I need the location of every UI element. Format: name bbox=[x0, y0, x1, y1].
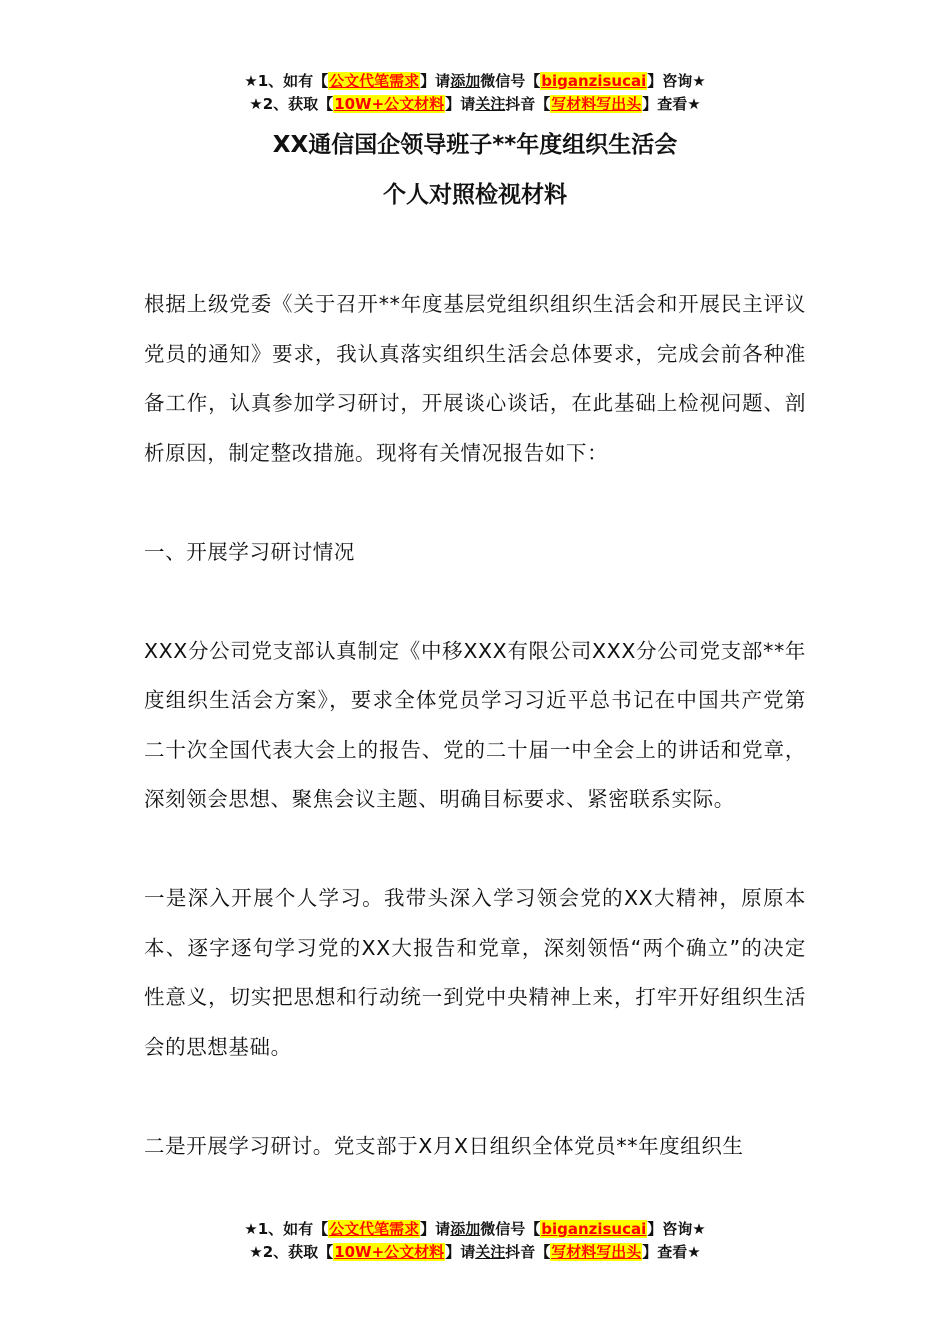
highlight-service: 公文代笔需求 bbox=[329, 72, 420, 90]
paragraph: 一是深入开展个人学习。我带头深入学习领会党的XX大精神，原原本本、逐字逐句学习党的XX大报告和党章，深刻领悟“两个确立”的决定性意义，切实把思想和行动统一到党中央精神上来，打牢开好组织生活会的思想基础。 bbox=[144, 886, 806, 1059]
highlight-douyin-account: 写材料写出头 bbox=[551, 1243, 642, 1261]
paragraph: 二是开展学习研讨。党支部于X月X日组织全体党员**年度组织生 bbox=[144, 1133, 744, 1158]
banner-text: ★1、如有【 bbox=[244, 72, 329, 90]
banner-text: 抖音【 bbox=[505, 95, 551, 113]
banner-text: 】请 bbox=[420, 72, 451, 90]
highlight-wechat-id: biganzisucai bbox=[541, 72, 647, 90]
banner-emphasis: 添加 bbox=[450, 1220, 481, 1238]
highlight-materials: 10W+公文材料 bbox=[334, 1243, 445, 1261]
banner-text: 微信号【 bbox=[480, 72, 541, 90]
document-title: XX通信国企领导班子**年度组织生活会 bbox=[272, 132, 678, 158]
banner-text: 】请 bbox=[445, 1243, 476, 1261]
paragraph-intro: 根据上级党委《关于召开**年度基层党组织组织生活会和开展民主评议党员的通知》要求，我认真落实组织生活会总体要求，完成会前各种准备工作，认真参加学习研讨，开展谈心谈话，在此基础上检视问题、剖析原因，制定整改措施。现将有关情况报告如下： bbox=[144, 292, 806, 465]
banner-text: 】查看★ bbox=[642, 95, 701, 113]
banner-emphasis: 关注 bbox=[475, 1243, 506, 1261]
banner-text: ★1、如有【 bbox=[244, 1220, 329, 1238]
banner-line-2 bbox=[0, 93, 950, 116]
paragraph: XXX分公司党支部认真制定《中移XXX有限公司XXX分公司党支部**年度组织生活会方案》，要求全体党员学习习近平总书记在中国共产党第二十次全国代表大会上的报告、党的二十届一中全会上的讲话和党章，深刻领会思想、聚焦会议主题、明确目标要求、紧密联系实际。 bbox=[144, 638, 806, 811]
banner-text: 】咨询★ bbox=[647, 1220, 706, 1238]
highlight-materials: 10W+公文材料 bbox=[334, 95, 445, 113]
banner-text: 】请 bbox=[420, 1220, 451, 1238]
document-subtitle: 个人对照检视材料 bbox=[383, 182, 567, 208]
banner-text: 】请 bbox=[445, 95, 476, 113]
banner-line-2 bbox=[0, 1241, 950, 1264]
banner-text: 抖音【 bbox=[505, 1243, 551, 1261]
banner-text: 】查看★ bbox=[642, 1243, 701, 1261]
banner-emphasis: 关注 bbox=[475, 95, 506, 113]
banner-text: ★2、获取【 bbox=[249, 1243, 334, 1261]
header-banner bbox=[0, 70, 950, 116]
banner-text: 】咨询★ bbox=[647, 72, 706, 90]
document-body bbox=[144, 280, 806, 1221]
highlight-douyin-account: 写材料写出头 bbox=[551, 95, 642, 113]
highlight-wechat-id: biganzisucai bbox=[541, 1220, 647, 1238]
highlight-service: 公文代笔需求 bbox=[329, 1220, 420, 1238]
banner-emphasis: 添加 bbox=[450, 72, 481, 90]
banner-text: ★2、获取【 bbox=[249, 95, 334, 113]
section-heading: 一、开展学习研讨情况 bbox=[144, 539, 355, 564]
footer-banner bbox=[0, 1218, 950, 1264]
banner-line-1 bbox=[0, 70, 950, 93]
banner-text: 微信号【 bbox=[480, 1220, 541, 1238]
banner-line-1 bbox=[0, 1218, 950, 1241]
